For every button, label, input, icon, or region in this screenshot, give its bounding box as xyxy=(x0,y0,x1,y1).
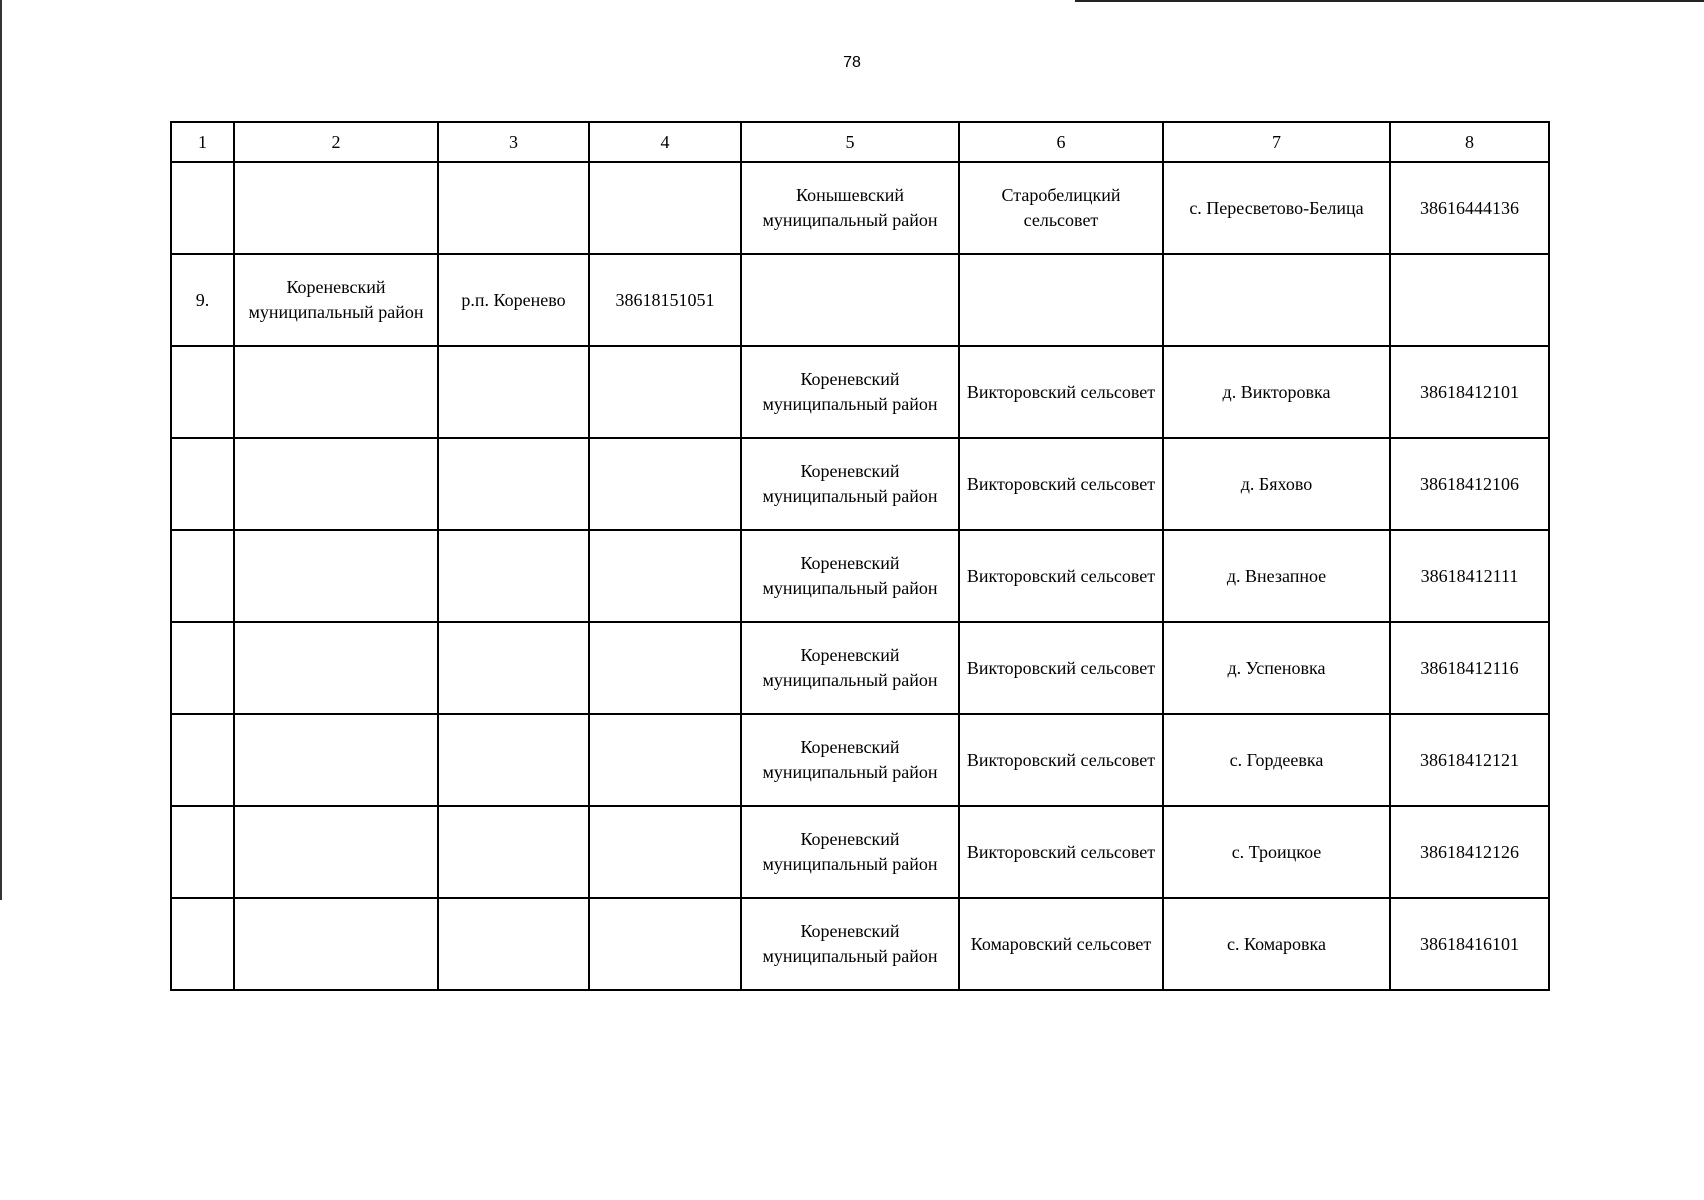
table-cell: Викторовский сельсовет xyxy=(959,530,1163,622)
table-cell: Викторовский сельсовет xyxy=(959,806,1163,898)
table-row xyxy=(171,806,1549,898)
table-cell xyxy=(171,438,234,530)
table-cell: 38618412101 xyxy=(1390,346,1549,438)
table-cell: Кореневский муниципальный район xyxy=(741,622,959,714)
table-cell: д. Успеновка xyxy=(1163,622,1390,714)
table-cell: с. Гордеевка xyxy=(1163,714,1390,806)
table-cell: д. Внезапное xyxy=(1163,530,1390,622)
table-cell xyxy=(589,346,741,438)
table-cell: Старобелицкий сельсовет xyxy=(959,162,1163,254)
table-cell xyxy=(438,346,589,438)
table-cell: 38618412116 xyxy=(1390,622,1549,714)
table-cell xyxy=(959,254,1163,346)
table-cell xyxy=(589,898,741,990)
table-cell xyxy=(234,622,438,714)
table-cell xyxy=(171,714,234,806)
column-header: 7 xyxy=(1163,122,1390,162)
table-cell xyxy=(234,346,438,438)
table-cell: с. Комаровка xyxy=(1163,898,1390,990)
table-cell: 38618412106 xyxy=(1390,438,1549,530)
table-cell: Викторовский сельсовет xyxy=(959,346,1163,438)
column-header: 6 xyxy=(959,122,1163,162)
table-cell xyxy=(171,622,234,714)
table-row xyxy=(171,346,1549,438)
column-header: 5 xyxy=(741,122,959,162)
table-row xyxy=(171,254,1549,346)
column-header: 8 xyxy=(1390,122,1549,162)
column-header: 1 xyxy=(171,122,234,162)
table-cell xyxy=(1163,254,1390,346)
table-cell: р.п. Коренево xyxy=(438,254,589,346)
table-cell xyxy=(171,162,234,254)
column-header: 4 xyxy=(589,122,741,162)
table-cell xyxy=(438,806,589,898)
table-cell: 38618416101 xyxy=(1390,898,1549,990)
settlements-table xyxy=(170,121,1550,991)
column-header: 2 xyxy=(234,122,438,162)
table-cell: Викторовский сельсовет xyxy=(959,622,1163,714)
table-cell xyxy=(234,162,438,254)
table-row xyxy=(171,162,1549,254)
table-cell xyxy=(438,162,589,254)
table-cell xyxy=(589,438,741,530)
table-row xyxy=(171,898,1549,990)
table-cell: 38618151051 xyxy=(589,254,741,346)
table-cell: Кореневский муниципальный район xyxy=(741,346,959,438)
table-cell: 38616444136 xyxy=(1390,162,1549,254)
table-cell xyxy=(589,162,741,254)
table-cell xyxy=(438,438,589,530)
table-cell xyxy=(171,346,234,438)
table-cell: Кореневский муниципальный район xyxy=(741,438,959,530)
table-cell xyxy=(234,714,438,806)
table-cell: Кореневский муниципальный район xyxy=(741,806,959,898)
table-cell: Кореневский муниципальный район xyxy=(741,530,959,622)
table-cell: Кореневский муниципальный район xyxy=(741,898,959,990)
table-cell xyxy=(438,622,589,714)
table-cell xyxy=(171,898,234,990)
table-cell: Комаровский сельсовет xyxy=(959,898,1163,990)
table-cell xyxy=(234,806,438,898)
column-header: 3 xyxy=(438,122,589,162)
table-cell xyxy=(589,714,741,806)
table-header-row xyxy=(171,122,1549,162)
table-row xyxy=(171,622,1549,714)
table-cell xyxy=(741,254,959,346)
table-cell: Кореневский муниципальный район xyxy=(741,714,959,806)
table-cell xyxy=(438,898,589,990)
table-cell xyxy=(234,438,438,530)
table-cell: д. Викторовка xyxy=(1163,346,1390,438)
table-cell xyxy=(234,530,438,622)
table-cell xyxy=(438,714,589,806)
table-row xyxy=(171,714,1549,806)
table-cell: Викторовский сельсовет xyxy=(959,438,1163,530)
scan-left-edge-line xyxy=(0,0,2,900)
table-cell: д. Бяхово xyxy=(1163,438,1390,530)
table-cell xyxy=(234,898,438,990)
table-cell: Кореневский муниципальный район xyxy=(234,254,438,346)
table-cell: 38618412126 xyxy=(1390,806,1549,898)
table-cell xyxy=(589,530,741,622)
table-cell xyxy=(589,806,741,898)
table-cell xyxy=(1390,254,1549,346)
scan-top-edge-line xyxy=(1075,0,1704,2)
page-number: 78 xyxy=(843,54,861,71)
table-cell: с. Пересветово-Белица xyxy=(1163,162,1390,254)
table-cell xyxy=(171,530,234,622)
table-cell: Конышевский муниципальный район xyxy=(741,162,959,254)
table-cell: Викторовский сельсовет xyxy=(959,714,1163,806)
table-cell: 38618412121 xyxy=(1390,714,1549,806)
table-cell: 38618412111 xyxy=(1390,530,1549,622)
table-cell xyxy=(438,530,589,622)
table-cell: 9. xyxy=(171,254,234,346)
table-row xyxy=(171,530,1549,622)
table-cell xyxy=(589,622,741,714)
table-row xyxy=(171,438,1549,530)
table-cell xyxy=(171,806,234,898)
table-cell: с. Троицкое xyxy=(1163,806,1390,898)
